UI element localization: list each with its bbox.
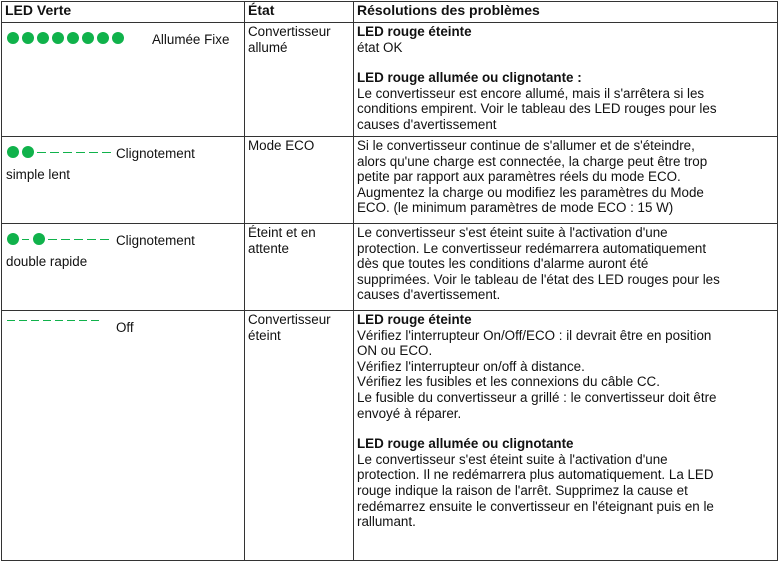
resolution-heading: LED rouge éteinte bbox=[357, 24, 472, 39]
led-dash bbox=[87, 239, 96, 240]
led-status-table bbox=[1, 1, 778, 561]
header-led: LED Verte bbox=[2, 2, 245, 23]
state-cell: Convertisseur éteint bbox=[245, 311, 354, 561]
led-dash bbox=[67, 320, 75, 321]
led-dash bbox=[19, 320, 27, 321]
led-dot bbox=[112, 32, 124, 44]
led-label: Off bbox=[116, 320, 134, 335]
led-label: Clignotement bbox=[116, 146, 195, 161]
resolution-line: rouge indique la raison de l'arrêt. Supprimez la cause et bbox=[357, 482, 688, 498]
resolution-line: causes d'avertissement. bbox=[357, 287, 501, 303]
resolution-line: Le convertisseur est encore allumé, mais il s'arrêtera si les bbox=[357, 85, 705, 101]
resolution-heading: LED rouge allumée ou clignotante : bbox=[357, 70, 582, 86]
led-pattern-off bbox=[7, 320, 103, 321]
resolution-line: envoyé à réparer. bbox=[357, 405, 462, 421]
led-dash bbox=[91, 320, 99, 321]
resolution-line: supprimées. Voir le tableau de l'état des LED rouges pour les bbox=[357, 271, 720, 287]
resolution-line: redémarrez ensuite le convertisseur en l'éteignant puis en le bbox=[357, 498, 714, 514]
resolution-line: dès que toutes les conditions d'alarme auront été bbox=[357, 256, 649, 272]
resolution-line: Le convertisseur s'est éteint suite à l'activation d'une bbox=[357, 225, 668, 240]
led-dash bbox=[76, 152, 85, 153]
led-cell bbox=[2, 137, 245, 224]
resolution-line: causes d'avertissement bbox=[357, 116, 497, 132]
led-dot bbox=[67, 32, 79, 44]
led-dash bbox=[50, 152, 59, 153]
led-dash bbox=[48, 239, 57, 240]
led-dash bbox=[37, 152, 46, 153]
led-pattern-fast-double bbox=[7, 233, 113, 245]
resolution-heading: LED rouge allumée ou clignotante bbox=[357, 436, 574, 452]
led-dot bbox=[37, 32, 49, 44]
resolution-heading: LED rouge éteinte bbox=[357, 312, 472, 327]
led-dot bbox=[7, 233, 19, 245]
table-row bbox=[2, 311, 778, 561]
led-dash bbox=[63, 152, 72, 153]
led-dash bbox=[89, 152, 98, 153]
led-dash bbox=[74, 239, 83, 240]
led-label-line2: double rapide bbox=[6, 254, 88, 269]
led-dash bbox=[22, 239, 29, 240]
header-row bbox=[2, 2, 778, 23]
resolution-cell bbox=[354, 137, 778, 224]
led-dot bbox=[22, 146, 34, 158]
resolution-cell bbox=[354, 23, 778, 137]
led-cell bbox=[2, 311, 245, 561]
led-pattern-slow-single bbox=[7, 146, 115, 158]
resolution-cell bbox=[354, 224, 778, 311]
led-dot bbox=[52, 32, 64, 44]
led-dash bbox=[61, 239, 70, 240]
led-dash bbox=[100, 239, 109, 240]
resolution-line: Vérifiez l'interrupteur On/Off/ECO : il devrait être en position bbox=[357, 327, 712, 343]
table-row bbox=[2, 137, 778, 224]
resolution-line: ECO. (le minimum paramètres de mode ECO : 15 W) bbox=[357, 200, 674, 216]
resolution-line: protection. Le convertisseur redémarrera automatiquement bbox=[357, 240, 707, 256]
led-label-line2: simple lent bbox=[6, 167, 71, 182]
resolution-line: Le fusible du convertisseur a grillé : le convertisseur doit être bbox=[357, 389, 717, 405]
led-dash bbox=[102, 152, 111, 153]
led-dot bbox=[7, 146, 19, 158]
header-state: État bbox=[245, 2, 354, 23]
led-dot bbox=[33, 233, 45, 245]
state-cell: Mode ECO bbox=[245, 137, 354, 224]
led-dot bbox=[82, 32, 94, 44]
resolution-line: Le convertisseur s'est éteint suite à l'activation d'une bbox=[357, 451, 668, 467]
resolution-line: état OK bbox=[357, 39, 403, 55]
led-dot bbox=[22, 32, 34, 44]
led-dot bbox=[7, 32, 19, 44]
led-label: Allumée Fixe bbox=[152, 32, 230, 47]
led-cell bbox=[2, 224, 245, 311]
table-row bbox=[2, 23, 778, 137]
resolution-line: petite par rapport aux paramètres réels du mode ECO. bbox=[357, 169, 681, 185]
resolution-line: rallumant. bbox=[357, 514, 416, 530]
resolution-line: alors qu'une charge est connectée, la charge peut être trop bbox=[357, 153, 708, 169]
state-cell: Convertisseur allumé bbox=[245, 23, 354, 137]
led-label: Clignotement bbox=[116, 233, 195, 248]
led-cell bbox=[2, 23, 245, 137]
table-row bbox=[2, 224, 778, 311]
resolution-cell bbox=[354, 311, 778, 561]
resolution-line: Vérifiez l'interrupteur on/off à distance. bbox=[357, 358, 585, 374]
led-pattern-solid bbox=[7, 32, 127, 44]
state-cell: Éteint et en attente bbox=[245, 224, 354, 311]
resolution-line: ON ou ECO. bbox=[357, 343, 433, 359]
resolution-line: conditions empirent. Voir le tableau des LED rouges pour les bbox=[357, 101, 717, 117]
resolution-line: protection. Il ne redémarrera plus automatiquement. La LED bbox=[357, 467, 714, 483]
led-dot bbox=[97, 32, 109, 44]
led-dash bbox=[79, 320, 87, 321]
led-dash bbox=[43, 320, 51, 321]
led-dash bbox=[31, 320, 39, 321]
resolution-line: Vérifiez les fusibles et les connexions du câble CC. bbox=[357, 374, 660, 390]
header-resolution: Résolutions des problèmes bbox=[354, 2, 778, 23]
led-dash bbox=[7, 320, 15, 321]
resolution-line: Si le convertisseur continue de s'allumer et de s'éteindre, bbox=[357, 138, 695, 153]
resolution-line: Augmentez la charge ou modifiez les paramètres du Mode bbox=[357, 184, 704, 200]
led-dash bbox=[55, 320, 63, 321]
